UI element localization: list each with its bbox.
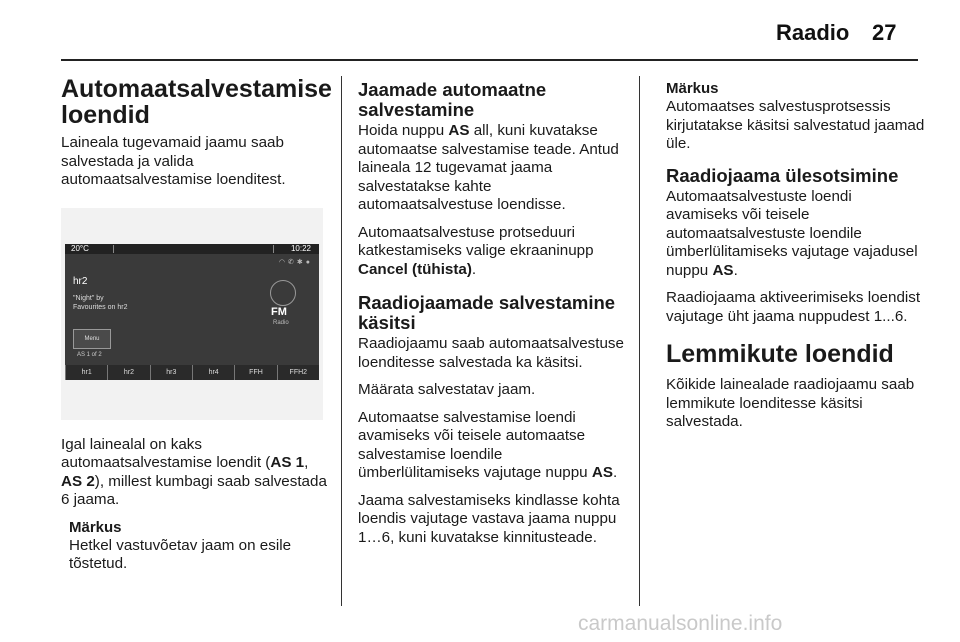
status-bar: [65, 244, 319, 254]
station-name: hr2: [73, 275, 88, 287]
preset-button[interactable]: hr2: [107, 365, 149, 380]
song-line: "Night" by: [73, 294, 104, 302]
text: all, kuni kuvatakse automaatse salvestamise teade. Antud laineala 12 tugevamat jaama salvestatakse kahte automaatsalvestuse loendisse.: [358, 122, 619, 213]
infotainment-screen: [65, 244, 319, 380]
note-label: Märkus: [666, 80, 719, 97]
status-icons: [279, 258, 313, 266]
heading-auto-store: Jaamade automaatne salvestamine: [358, 79, 547, 120]
note-block: [61, 519, 327, 574]
song-info: [73, 294, 127, 312]
note-text: Automaatses salvestusprotsessis kirjutatakse käsitsi salvestatud jaamad üle.: [666, 98, 925, 152]
text: .: [733, 261, 738, 279]
phone-icon: ✆: [288, 258, 297, 266]
paragraph: [358, 224, 626, 280]
as2-label: AS 2: [61, 472, 95, 490]
heading-favourites: Lemmikute loendid: [666, 340, 894, 368]
preset-button[interactable]: FFH: [234, 365, 276, 380]
paragraph: [666, 188, 926, 281]
text: Igal lainealal on kaks automaatsalvestamise loendit (: [61, 435, 271, 471]
page-number: 27: [872, 20, 897, 45]
paragraph: Kõikide lainealade raadiojaamu saab lemmikute loenditesse käsitsi salvestada.: [666, 376, 915, 430]
preset-button[interactable]: hr3: [150, 365, 192, 380]
paragraph: Jaama salvestamiseks kindlasse kohta loendis vajutage vastava jaama nuppu 1…6, kuni kuvatakse kinnitusteade.: [358, 491, 620, 546]
note-text: Hetkel vastuvõetav jaam on esile tõstetud.: [69, 536, 292, 572]
wifi-icon: ◠: [278, 258, 289, 266]
paragraph: Laineala tugevamaid jaamu saab salvestada ja valida automaatsalvestamise loenditest.: [61, 134, 286, 188]
text: ,: [304, 454, 309, 471]
song-line: Favourites on hr2: [73, 303, 128, 311]
heading-station-retrieve: Raadiojaama ülesotsimine: [666, 164, 899, 186]
paragraph: [358, 122, 626, 215]
temperature: 20°C: [71, 243, 89, 253]
column-3: [666, 80, 926, 441]
as-button-label: AS: [448, 122, 470, 139]
fm-label: FM: [271, 305, 287, 318]
text: .: [471, 260, 477, 278]
menu-button[interactable]: Menu: [73, 329, 111, 349]
note-block: [666, 80, 926, 154]
column-divider: [639, 76, 640, 606]
heading-autostore-lists: Automaatsalvestamise loendid: [61, 75, 332, 129]
preset-bar: [65, 365, 319, 380]
status-divider: [113, 245, 114, 253]
preset-button[interactable]: hr1: [65, 365, 107, 380]
column-divider: [341, 76, 342, 606]
text: .: [612, 464, 618, 481]
preset-button[interactable]: hr4: [192, 365, 234, 380]
section-title: Raadio: [776, 20, 850, 45]
header-rule: [61, 59, 918, 61]
bluetooth-icon: ✱: [296, 258, 306, 266]
clock: 10:22: [290, 243, 311, 253]
column-1: [61, 75, 332, 583]
text: Automaatse salvestamise loendi avamiseks või teisele automaatse salvestamise loendile ümberlülitamiseks vajutage nuppu: [358, 408, 592, 481]
paragraph: [61, 436, 327, 510]
note-label: Märkus: [69, 518, 122, 536]
as1-label: AS 1: [270, 454, 305, 471]
preset-button[interactable]: FFH2: [277, 365, 319, 380]
screen-illustration: [61, 208, 323, 420]
text: ), millest kumbagi saab salvestada 6 jaama.: [61, 472, 327, 508]
cancel-label: Cancel (tühista): [358, 260, 472, 278]
heading-manual-store: Raadiojaamade salvestamine käsitsi: [358, 292, 616, 333]
text: Hoida nuppu: [358, 122, 449, 139]
paragraph: [358, 409, 626, 483]
text: Automaatsalvestuste loendi avamiseks või teisele automaatsalvestuste loendile ümberlülitamiseks vajutage vajadusel nuppu: [666, 187, 918, 279]
text: Automaatsalvestuse protseduuri katkestamiseks valige ekraaninupp: [358, 223, 594, 259]
as-button-label: AS: [591, 464, 613, 481]
as-list-label: AS 1 of 2: [77, 351, 102, 358]
watermark: carmanualsonline.info: [578, 612, 783, 635]
paragraph: Raadiojaama aktiveerimiseks loendist vajutage üht jaama nuppudest 1...6.: [666, 289, 921, 325]
radio-wave-icon: [270, 280, 296, 306]
paragraph: Raadiojaamu saab automaatsalvestuse loenditesse salvestada ka käsitsi.: [358, 335, 624, 371]
column-2: [358, 80, 626, 556]
dot-icon: ●: [305, 258, 313, 266]
status-divider: [273, 245, 274, 253]
paragraph: Määrata salvestatav jaam.: [358, 381, 536, 398]
fm-sub-label: Radio: [273, 319, 289, 326]
as-button-label: AS: [712, 261, 734, 279]
